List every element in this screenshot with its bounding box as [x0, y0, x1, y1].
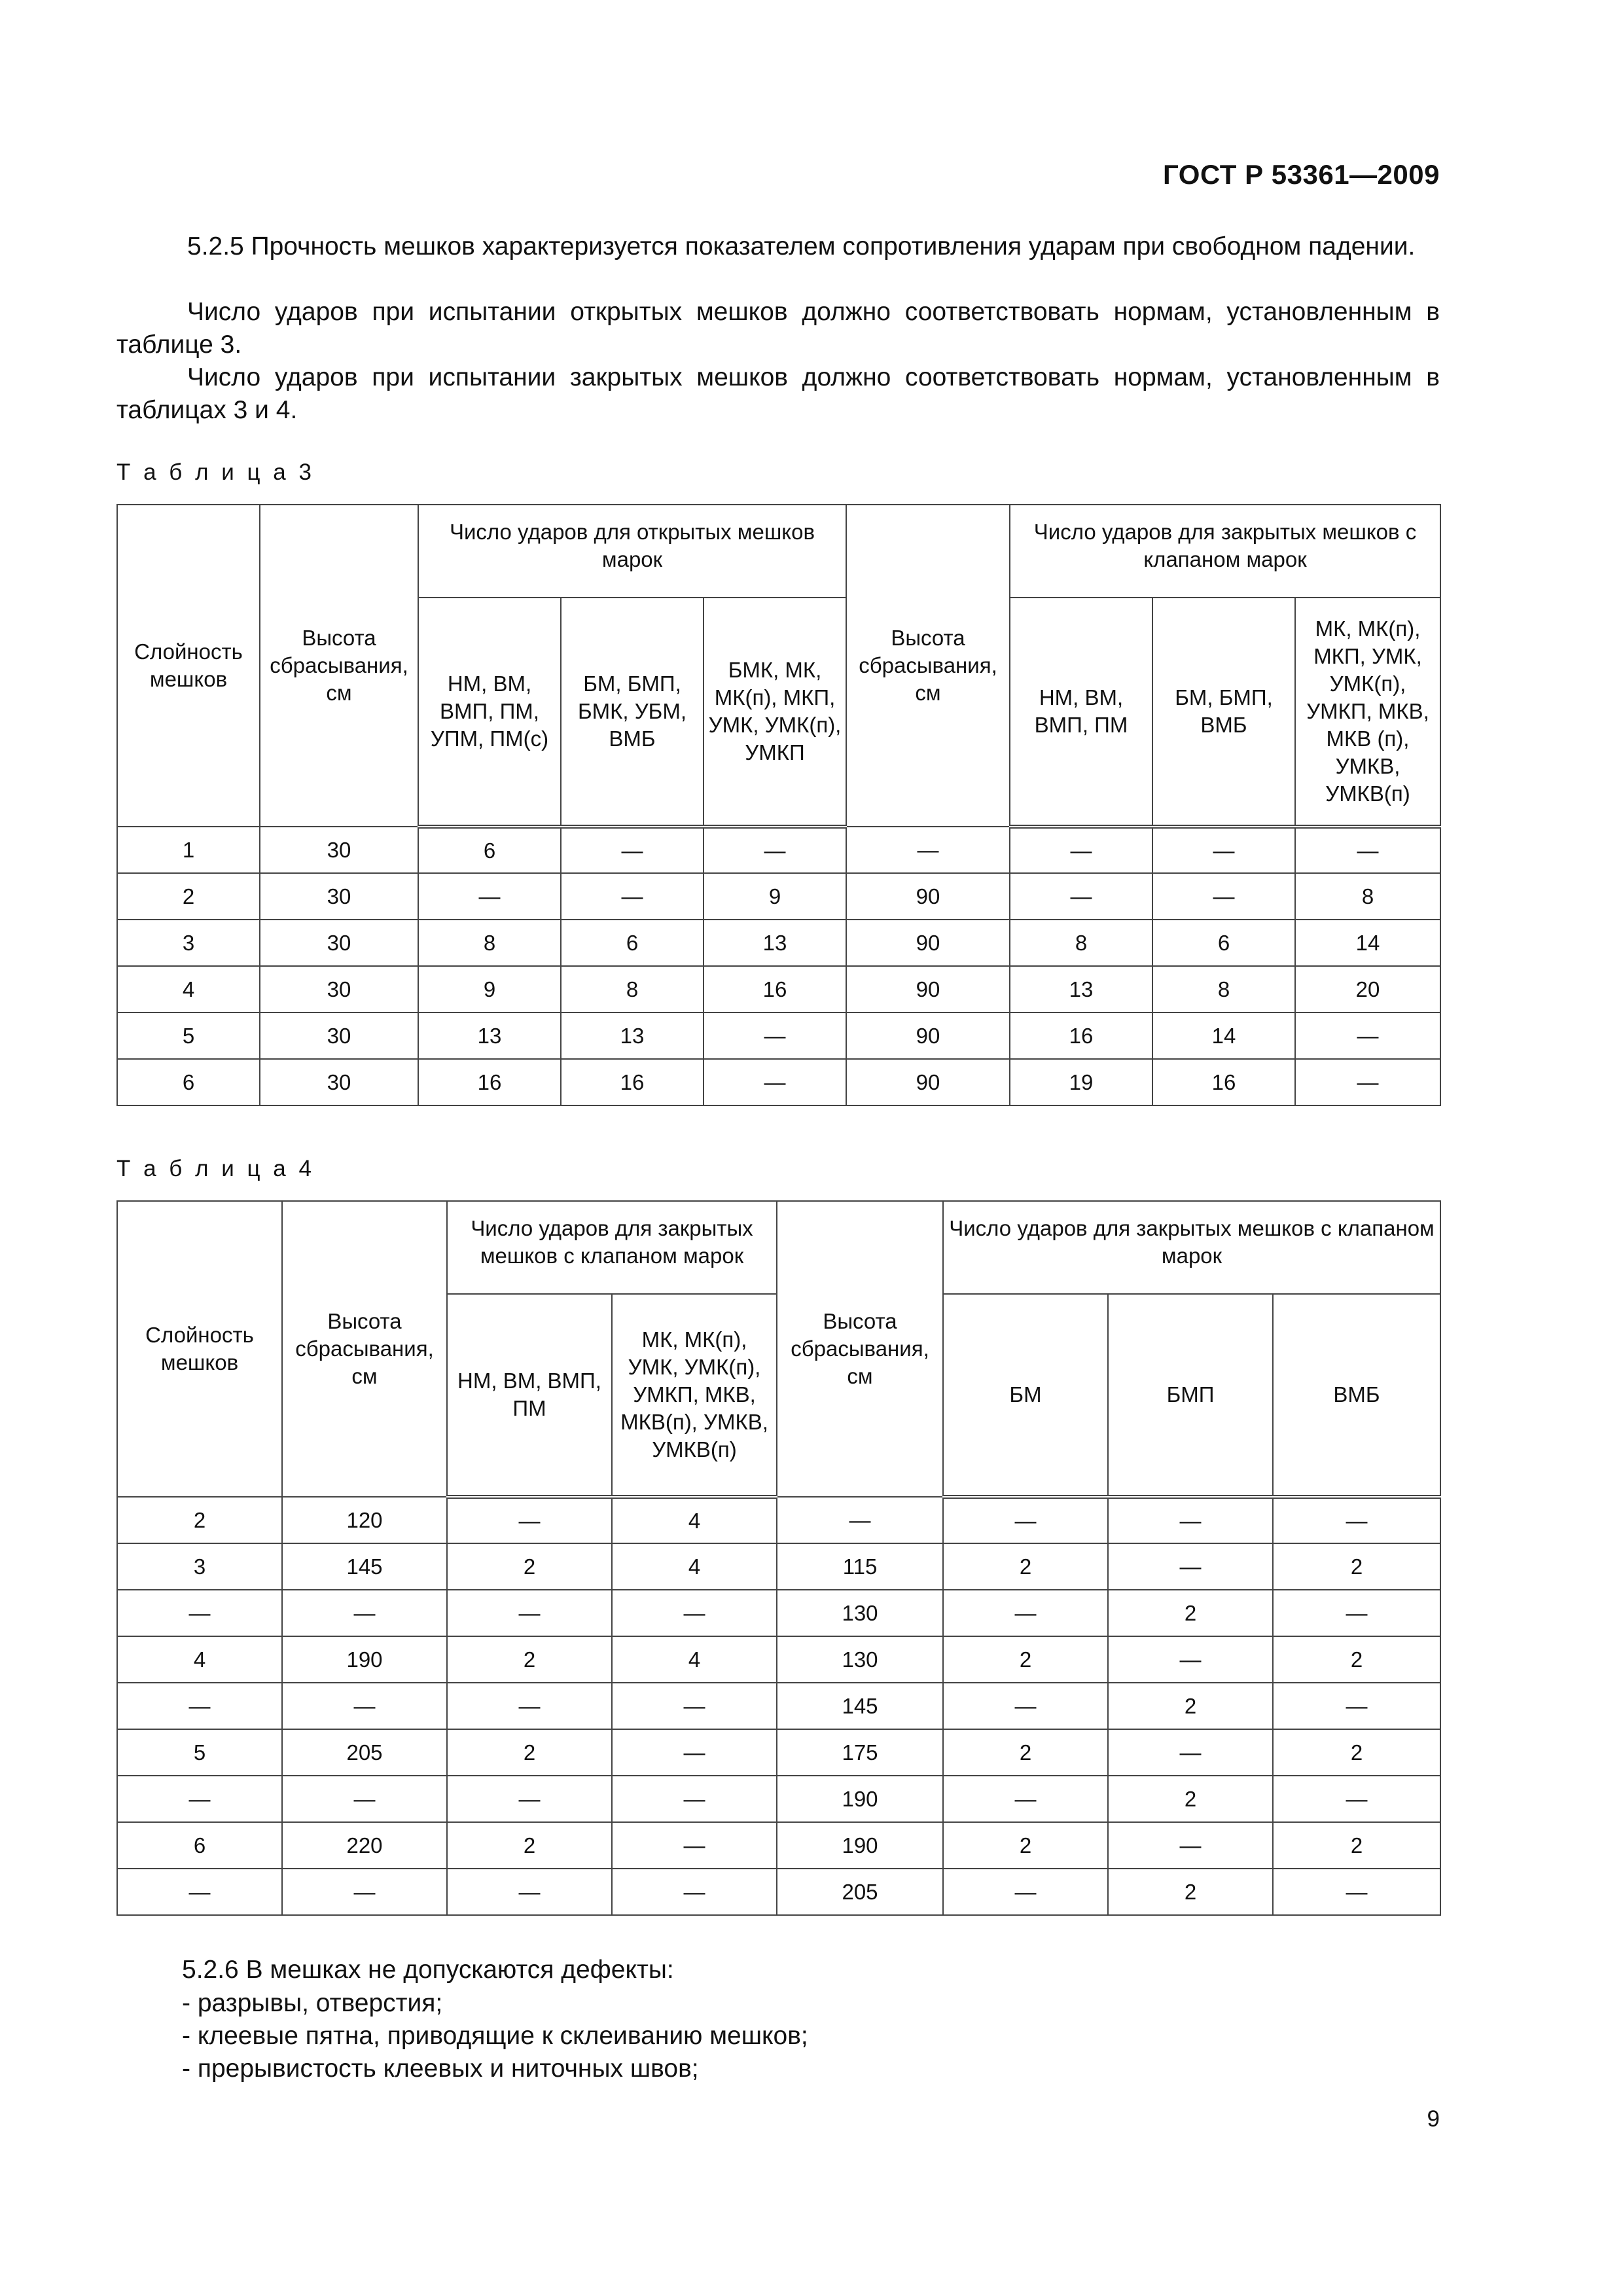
- table-cell: 90: [846, 966, 1010, 1013]
- table-cell: —: [1108, 1822, 1273, 1869]
- header-layers: Слойность мешков: [117, 505, 260, 827]
- table-cell: —: [418, 873, 561, 920]
- table-cell: 2: [1108, 1776, 1273, 1822]
- header-open-bags-group: Число ударов для открытых мешков марок: [418, 505, 846, 598]
- table-cell: 20: [1295, 966, 1440, 1013]
- table-cell: 145: [282, 1543, 447, 1590]
- table-cell: 90: [846, 920, 1010, 966]
- table-cell: 30: [260, 873, 418, 920]
- table-row: [117, 827, 1440, 873]
- table-cell: —: [1273, 1776, 1440, 1822]
- table-cell: 30: [260, 1059, 418, 1105]
- table-cell: —: [612, 1869, 777, 1915]
- paragraph-5-2-5: [116, 230, 1440, 263]
- paragraph-text: Число ударов при испытании открытых мешков должно соответствовать нормам, установленным в таблице 3.: [116, 298, 1440, 359]
- table-cell: 6: [117, 1059, 260, 1105]
- table-cell: 2: [1273, 1543, 1440, 1590]
- table-cell: —: [704, 827, 846, 873]
- table-row: [117, 1729, 1440, 1776]
- table-cell: 220: [282, 1822, 447, 1869]
- table-cell: 8: [1295, 873, 1440, 920]
- table-cell: 30: [260, 920, 418, 966]
- table-cell: 4: [612, 1497, 777, 1543]
- table-cell: —: [447, 1590, 612, 1636]
- table-cell: 19: [1010, 1059, 1152, 1105]
- table-row: [117, 1636, 1440, 1683]
- table-row: [117, 1869, 1440, 1915]
- defect-list-item: - разрывы, отверстия;: [182, 1989, 443, 2017]
- table-cell: 6: [561, 920, 704, 966]
- table-cell: —: [1108, 1543, 1273, 1590]
- table-cell: 30: [260, 827, 418, 873]
- table-cell: 3: [117, 1543, 282, 1590]
- table-cell: 8: [418, 920, 561, 966]
- table-cell: —: [1295, 1059, 1440, 1105]
- table-cell: 13: [418, 1013, 561, 1059]
- table-cell: 2: [447, 1636, 612, 1683]
- table-cell: 8: [1152, 966, 1295, 1013]
- table-cell: 205: [282, 1729, 447, 1776]
- header-grade-bmp: БМП: [1108, 1294, 1273, 1497]
- header-grade-bm: БМ: [943, 1294, 1108, 1497]
- table-cell: —: [612, 1683, 777, 1729]
- table-cell: 2: [943, 1729, 1108, 1776]
- paragraph-text: 5.2.5 Прочность мешков характеризуется показателем сопротивления ударам при свободном падении.: [187, 232, 1416, 260]
- table-cell: 2: [1108, 1869, 1273, 1915]
- table-cell: 120: [282, 1497, 447, 1543]
- table-cell: 205: [777, 1869, 943, 1915]
- table-cell: 6: [1152, 920, 1295, 966]
- header-drop-height: Высота сбрасывания, см: [260, 505, 418, 827]
- table-row: [117, 1059, 1440, 1105]
- table-cell: 6: [418, 827, 561, 873]
- table-row: [117, 1543, 1440, 1590]
- header-closed-bags-group: Число ударов для закрытых мешков с клапаном марок: [1010, 505, 1440, 598]
- table-cell: 8: [561, 966, 704, 1013]
- table-cell: —: [1010, 827, 1152, 873]
- table-cell: 2: [943, 1822, 1108, 1869]
- table-cell: —: [282, 1590, 447, 1636]
- table-row: [117, 1590, 1440, 1636]
- table-cell: —: [117, 1869, 282, 1915]
- table-cell: 2: [447, 1729, 612, 1776]
- table-cell: 190: [777, 1776, 943, 1822]
- table-cell: —: [1273, 1869, 1440, 1915]
- table-cell: —: [1273, 1497, 1440, 1543]
- table-row: [117, 966, 1440, 1013]
- table-cell: 5: [117, 1729, 282, 1776]
- table-cell: 14: [1295, 920, 1440, 966]
- table-cell: 90: [846, 873, 1010, 920]
- table-cell: 9: [418, 966, 561, 1013]
- table-4: [116, 1200, 1441, 1916]
- table-cell: —: [117, 1683, 282, 1729]
- table-cell: 1: [117, 827, 260, 873]
- paragraph-open-bags: [116, 296, 1440, 361]
- table-cell: —: [282, 1869, 447, 1915]
- table-cell: 30: [260, 966, 418, 1013]
- table-cell: —: [561, 827, 704, 873]
- table-cell: 30: [260, 1013, 418, 1059]
- header-open-grade-1: НМ, ВМ, ВМП, ПМ, УПМ, ПМ(с): [418, 598, 561, 827]
- table-cell: 2: [1273, 1636, 1440, 1683]
- table-cell: —: [1273, 1683, 1440, 1729]
- table-cell: —: [943, 1497, 1108, 1543]
- table-cell: —: [561, 873, 704, 920]
- table-cell: 2: [943, 1543, 1108, 1590]
- table-cell: 4: [117, 1636, 282, 1683]
- table-cell: 5: [117, 1013, 260, 1059]
- table-cell: —: [943, 1590, 1108, 1636]
- table-cell: 16: [418, 1059, 561, 1105]
- table-cell: 4: [612, 1543, 777, 1590]
- defect-list-item: - прерывистость клеевых и ниточных швов;: [182, 2054, 699, 2083]
- table-cell: 14: [1152, 1013, 1295, 1059]
- table-cell: —: [447, 1497, 612, 1543]
- table-cell: 16: [704, 966, 846, 1013]
- table-cell: 190: [777, 1822, 943, 1869]
- table-cell: 175: [777, 1729, 943, 1776]
- table-cell: —: [943, 1683, 1108, 1729]
- table-cell: 2: [1108, 1683, 1273, 1729]
- table-cell: —: [943, 1869, 1108, 1915]
- table-cell: —: [1108, 1497, 1273, 1543]
- header-drop-height-closed: Высота сбрасывания, см: [846, 505, 1010, 827]
- paragraph-text: Число ударов при испытании закрытых мешков должно соответствовать нормам, установленным в таблицах 3 и 4.: [116, 363, 1440, 424]
- header-grade-vmb: ВМБ: [1273, 1294, 1440, 1497]
- table-cell: —: [943, 1776, 1108, 1822]
- table-cell: 2: [447, 1822, 612, 1869]
- header-grade-nm: НМ, ВМ, ВМП, ПМ: [447, 1294, 612, 1497]
- table-row: [117, 1497, 1440, 1543]
- table-cell: —: [447, 1683, 612, 1729]
- table-cell: —: [447, 1776, 612, 1822]
- table-4-caption: Т а б л и ц а 4: [116, 1156, 315, 1181]
- table-cell: 2: [943, 1636, 1108, 1683]
- header-closed-grade-2: БМ, БМП, ВМБ: [1152, 598, 1295, 827]
- table-3-caption: Т а б л и ц а 3: [116, 459, 315, 485]
- table-cell: 115: [777, 1543, 943, 1590]
- table-row: [117, 1776, 1440, 1822]
- table-cell: 13: [561, 1013, 704, 1059]
- table-cell: 2: [117, 1497, 282, 1543]
- paragraph-closed-bags: [116, 361, 1440, 427]
- table-cell: 130: [777, 1636, 943, 1683]
- table-cell: —: [1010, 873, 1152, 920]
- table-cell: 2: [1273, 1822, 1440, 1869]
- header-drop-height-2: Высота сбрасывания, см: [777, 1201, 943, 1497]
- table-3: [116, 504, 1441, 1106]
- table-row: [117, 1013, 1440, 1059]
- table-cell: —: [612, 1590, 777, 1636]
- table-row: [117, 873, 1440, 920]
- table-cell: 90: [846, 1059, 1010, 1105]
- table-cell: —: [282, 1683, 447, 1729]
- document-code: ГОСТ Р 53361—2009: [1163, 159, 1440, 190]
- table-cell: 2: [447, 1543, 612, 1590]
- table-cell: 3: [117, 920, 260, 966]
- table-cell: —: [704, 1013, 846, 1059]
- table-cell: —: [117, 1776, 282, 1822]
- table-cell: —: [447, 1869, 612, 1915]
- table-cell: 13: [1010, 966, 1152, 1013]
- table-cell: 2: [1108, 1590, 1273, 1636]
- table-cell: —: [1273, 1590, 1440, 1636]
- table-cell: 130: [777, 1590, 943, 1636]
- header-closed-grade-1: НМ, ВМ, ВМП, ПМ: [1010, 598, 1152, 827]
- table-cell: —: [117, 1590, 282, 1636]
- header-closed-valve-group-2: Число ударов для закрытых мешков с клапаном марок: [943, 1201, 1440, 1294]
- table-row: [117, 920, 1440, 966]
- header-layers: Слойность мешков: [117, 1201, 282, 1497]
- table-cell: 2: [1273, 1729, 1440, 1776]
- table-cell: —: [282, 1776, 447, 1822]
- table-cell: 9: [704, 873, 846, 920]
- table-cell: 16: [561, 1059, 704, 1105]
- table-row: [117, 1683, 1440, 1729]
- table-cell: —: [1108, 1729, 1273, 1776]
- table-cell: —: [1295, 1013, 1440, 1059]
- table-cell: —: [612, 1729, 777, 1776]
- table-row: [117, 1822, 1440, 1869]
- table-cell: 16: [1010, 1013, 1152, 1059]
- table-cell: —: [1152, 873, 1295, 920]
- table-cell: 190: [282, 1636, 447, 1683]
- table-cell: 145: [777, 1683, 943, 1729]
- defect-list-item: - клеевые пятна, приводящие к склеиванию мешков;: [182, 2022, 808, 2050]
- table-cell: —: [777, 1497, 943, 1543]
- header-open-grade-2: БМ, БМП, БМК, УБМ, ВМБ: [561, 598, 704, 827]
- table-cell: 13: [704, 920, 846, 966]
- table-cell: —: [1152, 827, 1295, 873]
- table-cell: —: [612, 1776, 777, 1822]
- table-cell: 16: [1152, 1059, 1295, 1105]
- page-number: 9: [1427, 2106, 1440, 2132]
- table-cell: 90: [846, 1013, 1010, 1059]
- section-5-2-6-heading: 5.2.6 В мешках не допускаются дефекты:: [182, 1956, 674, 1984]
- header-closed-valve-group-1: Число ударов для закрытых мешков с клапаном марок: [447, 1201, 777, 1294]
- table-cell: —: [704, 1059, 846, 1105]
- table-cell: —: [1108, 1636, 1273, 1683]
- table-cell: —: [846, 827, 1010, 873]
- header-drop-height: Высота сбрасывания, см: [282, 1201, 447, 1497]
- header-grade-mk: МК, МК(п), УМК, УМК(п), УМКП, МКВ, МКВ(п), УМКВ, УМКВ(п): [612, 1294, 777, 1497]
- table-cell: 8: [1010, 920, 1152, 966]
- table-cell: —: [612, 1822, 777, 1869]
- table-cell: 2: [117, 873, 260, 920]
- table-cell: 4: [117, 966, 260, 1013]
- table-cell: 4: [612, 1636, 777, 1683]
- header-open-grade-3: БМК, МК, МК(п), МКП, УМК, УМК(п), УМКП: [704, 598, 846, 827]
- header-closed-grade-3: МК, МК(п), МКП, УМК, УМК(п), УМКП, МКВ, МКВ (п), УМКВ, УМКВ(п): [1295, 598, 1440, 827]
- table-cell: 6: [117, 1822, 282, 1869]
- table-cell: —: [1295, 827, 1440, 873]
